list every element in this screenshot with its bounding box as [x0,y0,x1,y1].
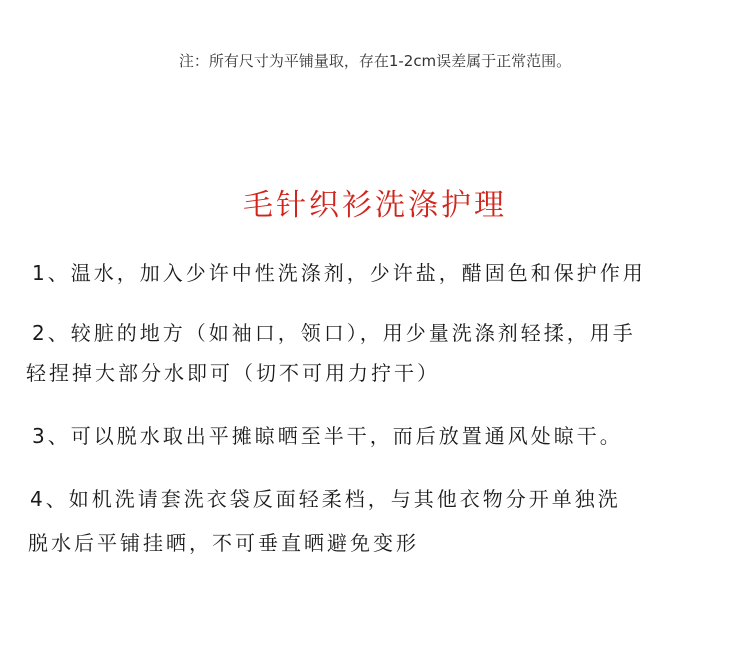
care-item-4-line-1: 4、如机洗请套洗衣袋反面轻柔档，与其他衣物分开单独洗 [30,487,621,511]
care-item-3-line-1: 3、可以脱水取出平摊晾晒至半干，而后放置通风处晾干。 [32,424,623,448]
care-item-4-line-2: 脱水后平铺挂晒，不可垂直晒避免变形 [28,531,419,555]
care-item-2-line-2: 轻捏掉大部分水即可（切不可用力拧干） [26,361,440,385]
care-note: 注：所有尺寸为平铺量取，存在1-2cm误差属于正常范围。 [178,52,572,70]
care-item-2-line-1: 2、较脏的地方（如袖口，领口），用少量洗涤剂轻揉，用手 [32,321,636,345]
care-item-1-line-1: 1、温水，加入少许中性洗涤剂，少许盐，醋固色和保护作用 [32,261,646,285]
care-title: 毛针织衫洗涤护理 [243,188,507,223]
